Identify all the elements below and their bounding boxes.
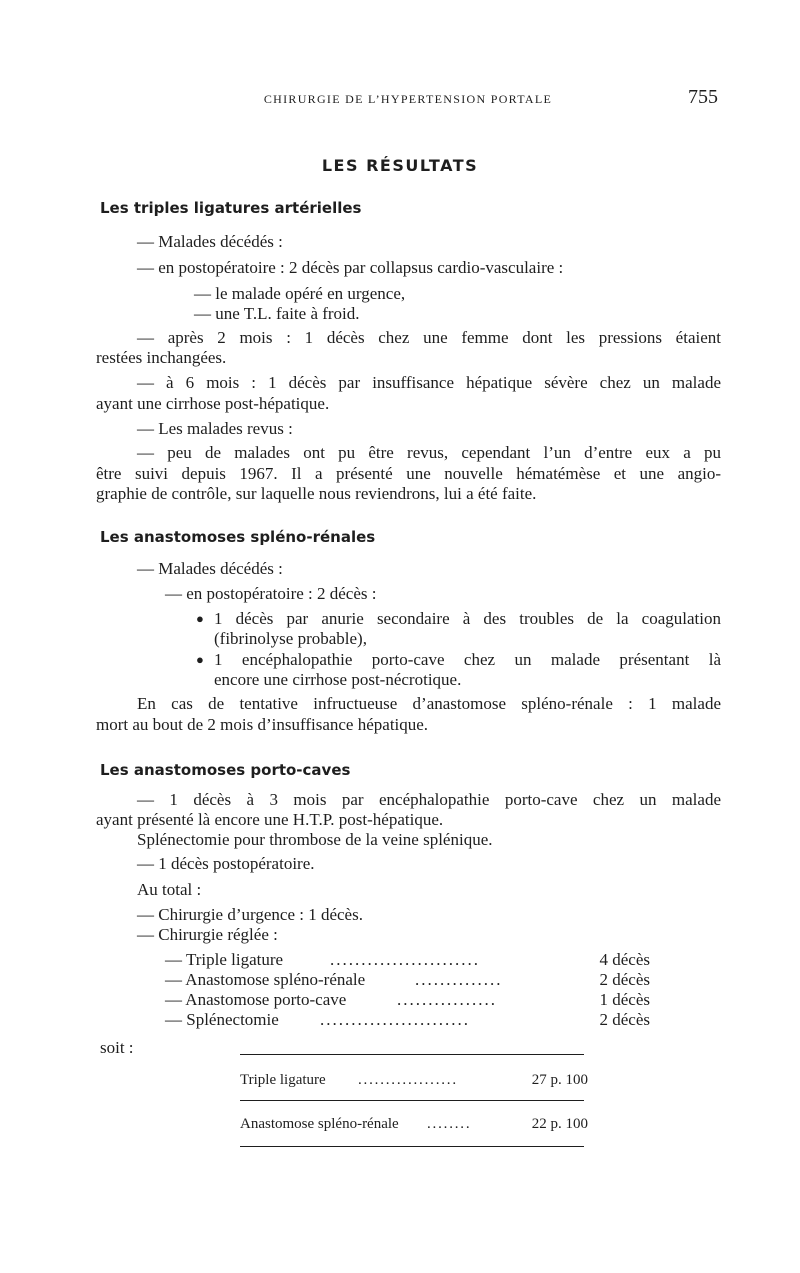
dot-leader: ................ — [397, 990, 497, 1009]
dot-leader: ........................ — [330, 950, 480, 969]
paragraph-line: — après 2 mois : 1 décès chez une femme dont les pressions étaient — [137, 328, 721, 347]
paragraph-line: ayant une cirrhose post-hépatique. — [96, 394, 330, 413]
text-line: Au total : — [137, 880, 202, 899]
section-heading-anastomoses-spleno-renales: Les anastomoses spléno-rénales — [100, 528, 376, 546]
text-line: — Chirurgie réglée : — [137, 925, 278, 944]
page-title: LES RÉSULTATS — [321, 156, 479, 175]
text-line: — Malades décédés : — [137, 232, 283, 251]
text-line: Splénectomie pour thrombose de la veine splénique. — [137, 830, 493, 849]
text-line: — une T.L. faite à froid. — [194, 304, 360, 323]
text-line: — Les malades revus : — [137, 419, 293, 438]
summary-row-value: 22 p. 100 — [531, 1116, 588, 1132]
text-line: — en postopératoire : 2 décès par collapsus cardio-vasculaire : — [137, 258, 564, 277]
text-line: — en postopératoire : 2 décès : — [165, 584, 377, 603]
paragraph-line: être suivi depuis 1967. Il a présenté une nouvelle hématémèse et une angio- — [96, 464, 721, 483]
tally-count: 2 décès — [599, 1010, 650, 1029]
summary-row-label: Anastomose spléno-rénale — [240, 1116, 399, 1132]
paragraph-line: mort au bout de 2 mois d’insuffisance hépatique. — [96, 715, 429, 734]
paragraph-line: — 1 décès à 3 mois par encéphalopathie porto-cave chez un malade — [137, 790, 721, 809]
tally-label: — Splénectomie — [165, 1010, 279, 1029]
dot-leader: ........ — [427, 1116, 472, 1132]
paragraph-line: restées inchangées. — [96, 348, 227, 367]
summary-row-label: Triple ligature — [240, 1072, 326, 1088]
bullet-line: 1 décès par anurie secondaire à des troubles de la coagulation — [214, 609, 721, 628]
divider — [240, 1146, 584, 1147]
bullet-icon: ● — [196, 611, 204, 626]
text-line: — le malade opéré en urgence, — [194, 284, 406, 303]
divider — [240, 1054, 584, 1055]
tally-count: 2 décès — [599, 970, 650, 989]
tally-count: 4 décès — [599, 950, 650, 969]
section-heading-triples-ligatures: Les triples ligatures artérielles — [100, 199, 362, 217]
section-heading-anastomoses-porto-caves: Les anastomoses porto-caves — [100, 761, 351, 779]
page-number: 755 — [688, 86, 718, 108]
dot-leader: .............. — [415, 970, 503, 989]
paragraph-line: En cas de tentative infructueuse d’anastomose spléno-rénale : 1 malade — [137, 694, 721, 713]
summary-label: soit : — [100, 1038, 134, 1057]
divider — [240, 1100, 584, 1101]
text-line: — Malades décédés : — [137, 559, 283, 578]
tally-label: — Anastomose porto-cave — [165, 990, 347, 1009]
bullet-icon: ● — [196, 652, 204, 667]
dot-leader: .................. — [358, 1072, 458, 1088]
text-line: — 1 décès postopératoire. — [137, 854, 315, 873]
bullet-line: encore une cirrhose post-nécrotique. — [214, 670, 462, 689]
summary-row-value: 27 p. 100 — [531, 1072, 588, 1088]
tally-label: — Anastomose spléno-rénale — [165, 970, 366, 989]
bullet-line: 1 encéphalopathie porto-cave chez un malade présentant là — [214, 650, 721, 669]
paragraph-line: — à 6 mois : 1 décès par insuffisance hépatique sévère chez un malade — [137, 373, 721, 392]
running-header: CHIRURGIE DE L’HYPERTENSION PORTALE — [263, 92, 553, 106]
bullet-line: (fibrinolyse probable), — [214, 629, 367, 648]
tally-label: — Triple ligature — [165, 950, 284, 969]
paragraph-line: ayant présenté là encore une H.T.P. post-hépatique. — [96, 810, 444, 829]
text-line: — Chirurgie d’urgence : 1 décès. — [137, 905, 363, 924]
tally-count: 1 décès — [599, 990, 650, 1009]
paragraph-line: — peu de malades ont pu être revus, cependant l’un d’entre eux a pu — [137, 443, 721, 462]
dot-leader: ........................ — [320, 1010, 470, 1029]
paragraph-line: graphie de contrôle, sur laquelle nous reviendrons, lui a été faite. — [96, 484, 537, 503]
